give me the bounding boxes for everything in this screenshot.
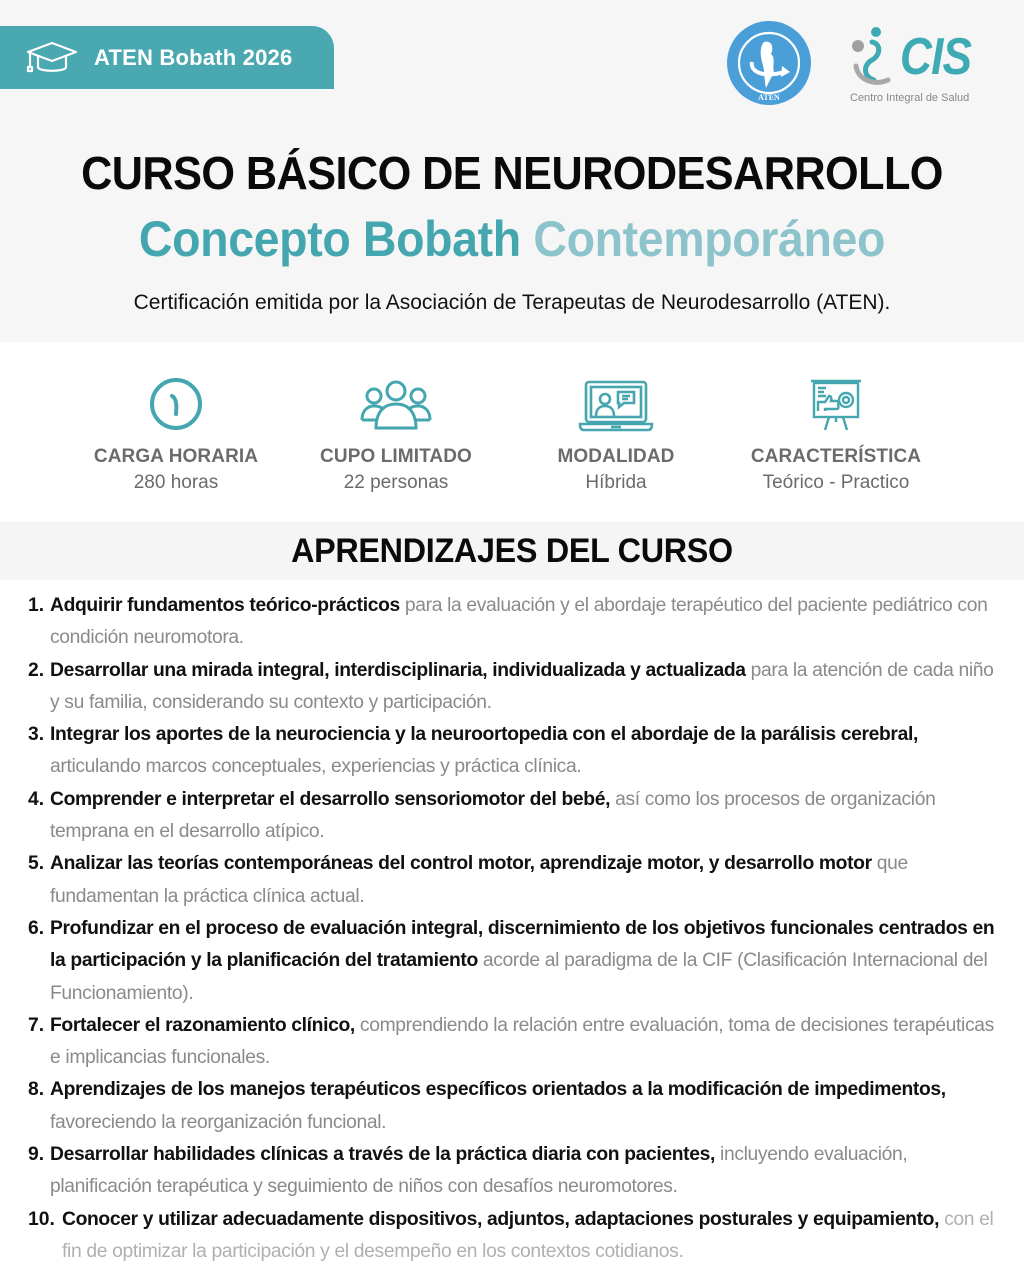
svg-text:ATEN: ATEN (758, 93, 780, 102)
features-row (0, 342, 1024, 522)
item-number: 10. (28, 1208, 55, 1230)
laptop-video-icon (578, 380, 654, 432)
item-text (50, 719, 1004, 784)
feature-modalidad (506, 372, 726, 494)
item-number: 6. (28, 917, 45, 939)
certification-note: Certificación emitida por la Asociación de Terapeutas de Neurodesarrollo (ATEN). (133, 291, 891, 314)
feature-label: MODALIDAD (557, 446, 675, 467)
graduation-cap-icon (26, 41, 78, 75)
group-icon (360, 380, 432, 432)
item-bold: Aprendizajes de los manejos terapéuticos específicos orientados a la modificación de impedimentos, (50, 1079, 946, 1101)
learnings-list (28, 590, 1004, 1268)
feature-value: Híbrida (585, 472, 647, 493)
item-rest: articulando marcos conceptuales, experiencias y práctica clínica. (50, 756, 582, 778)
item-bold: Desarrollar una mirada integral, interdisciplinaria, individualizada y actualizada (50, 659, 746, 681)
feature-carga-horaria (66, 372, 286, 494)
item-number: 8. (28, 1079, 45, 1101)
feature-cupo-limitado (286, 372, 506, 494)
item-rest: para la evaluación y el abordaje terapéutico del paciente pediátrico con condición neuromotora. (50, 595, 988, 649)
item-text (50, 1074, 1004, 1139)
section-title: APRENDIZAJES DEL CURSO (291, 532, 733, 570)
item-text (50, 590, 1004, 655)
item-rest: para la atención de cada niño y su familia, considerando su contexto y participación. (50, 659, 994, 713)
list-item (28, 1074, 1004, 1139)
item-number: 5. (28, 853, 45, 875)
clock-icon (148, 376, 204, 432)
item-number: 1. (28, 595, 45, 616)
subtitle-part-2: Contemporáneo (533, 211, 886, 267)
item-number: 9. (28, 1144, 45, 1166)
item-text (50, 655, 1004, 720)
cis-subtitle: Centro Integral de Salud (850, 92, 970, 104)
feature-caracteristica (726, 372, 946, 494)
page-subtitle (36, 210, 988, 268)
item-bold: Analizar las teorías contemporáneas del control motor, aprendizaje motor, y desarrollo motor (50, 853, 872, 875)
item-text (50, 848, 1004, 913)
list-item (28, 1204, 1004, 1269)
section-header (0, 522, 1024, 580)
list-item (28, 848, 1004, 913)
item-bold: Comprender e interpretar el desarrollo sensoriomotor del bebé, (50, 788, 611, 810)
list-item (28, 784, 1004, 849)
item-bold: Profundizar en el proceso de evaluación integral, discernimiento de los objetivos funcionales centrados en la participación y la planificación del tratamiento (50, 917, 995, 972)
item-bold: Desarrollar habilidades clínicas a través de la práctica diaria con pacientes, (50, 1144, 716, 1166)
item-rest: comprendiendo la relación entre evaluación, toma de decisiones terapéuticas e implicancias funcionales. (50, 1014, 994, 1069)
item-number: 4. (28, 788, 45, 810)
item-number: 3. (28, 724, 45, 746)
presentation-board-icon (809, 378, 863, 432)
course-badge (0, 26, 334, 89)
feature-value: 280 horas (133, 472, 219, 493)
feature-label: CUPO LIMITADO (320, 446, 472, 467)
feature-value: Teórico - Practico (762, 472, 910, 493)
subtitle-part-1: Concepto Bobath (138, 211, 521, 267)
item-rest: favoreciendo la reorganización funcional. (50, 1111, 387, 1133)
item-text (62, 1204, 1004, 1269)
item-rest: con el fin de optimizar la participación y el desempeño en los contextos cotidianos. (62, 1208, 994, 1262)
item-bold: Conocer y utilizar adecuadamente dispositivos, adjuntos, adaptaciones posturales y equipamiento, (62, 1208, 940, 1230)
item-bold: Integrar los aportes de la neurociencia y la neuroortopedia con el abordaje de la parálisis cerebral, (50, 724, 918, 746)
list-item (28, 1010, 1004, 1075)
item-rest: incluyendo evaluación, planificación terapéutica y seguimiento de niños con desafíos neuromotores. (50, 1144, 908, 1198)
cis-figure-icon (848, 26, 896, 88)
item-rest: que fundamentan la práctica clínica actual. (50, 853, 908, 907)
list-item (28, 590, 1004, 655)
list-item (28, 913, 1004, 1010)
list-item (28, 1139, 1004, 1204)
item-text (50, 1010, 1004, 1075)
feature-value: 22 personas (343, 472, 449, 493)
item-text (50, 784, 1004, 849)
list-item (28, 655, 1004, 720)
feature-label: CARACTERÍSTICA (750, 446, 922, 467)
cis-logo (848, 26, 978, 108)
aten-logo (724, 20, 814, 106)
badge-label: ATEN Bobath 2026 (94, 44, 293, 70)
cis-wordmark: CIS (900, 28, 972, 86)
item-rest: acorde al paradigma de la CIF (Clasificación Internacional del Funcionamiento). (50, 950, 988, 1004)
item-number: 7. (28, 1014, 45, 1036)
item-number: 2. (28, 659, 45, 681)
item-text (50, 913, 1004, 1010)
list-item (28, 719, 1004, 784)
item-text (50, 1139, 1004, 1204)
item-bold: Adquirir fundamentos teórico-prácticos (50, 595, 400, 616)
item-rest: así como los procesos de organización temprana en el desarrollo atípico. (50, 788, 936, 843)
item-bold: Fortalecer el razonamiento clínico, (50, 1014, 355, 1036)
feature-label: CARGA HORARIA (93, 446, 259, 467)
page-title: CURSO BÁSICO DE NEURODESARROLLO (81, 147, 943, 199)
